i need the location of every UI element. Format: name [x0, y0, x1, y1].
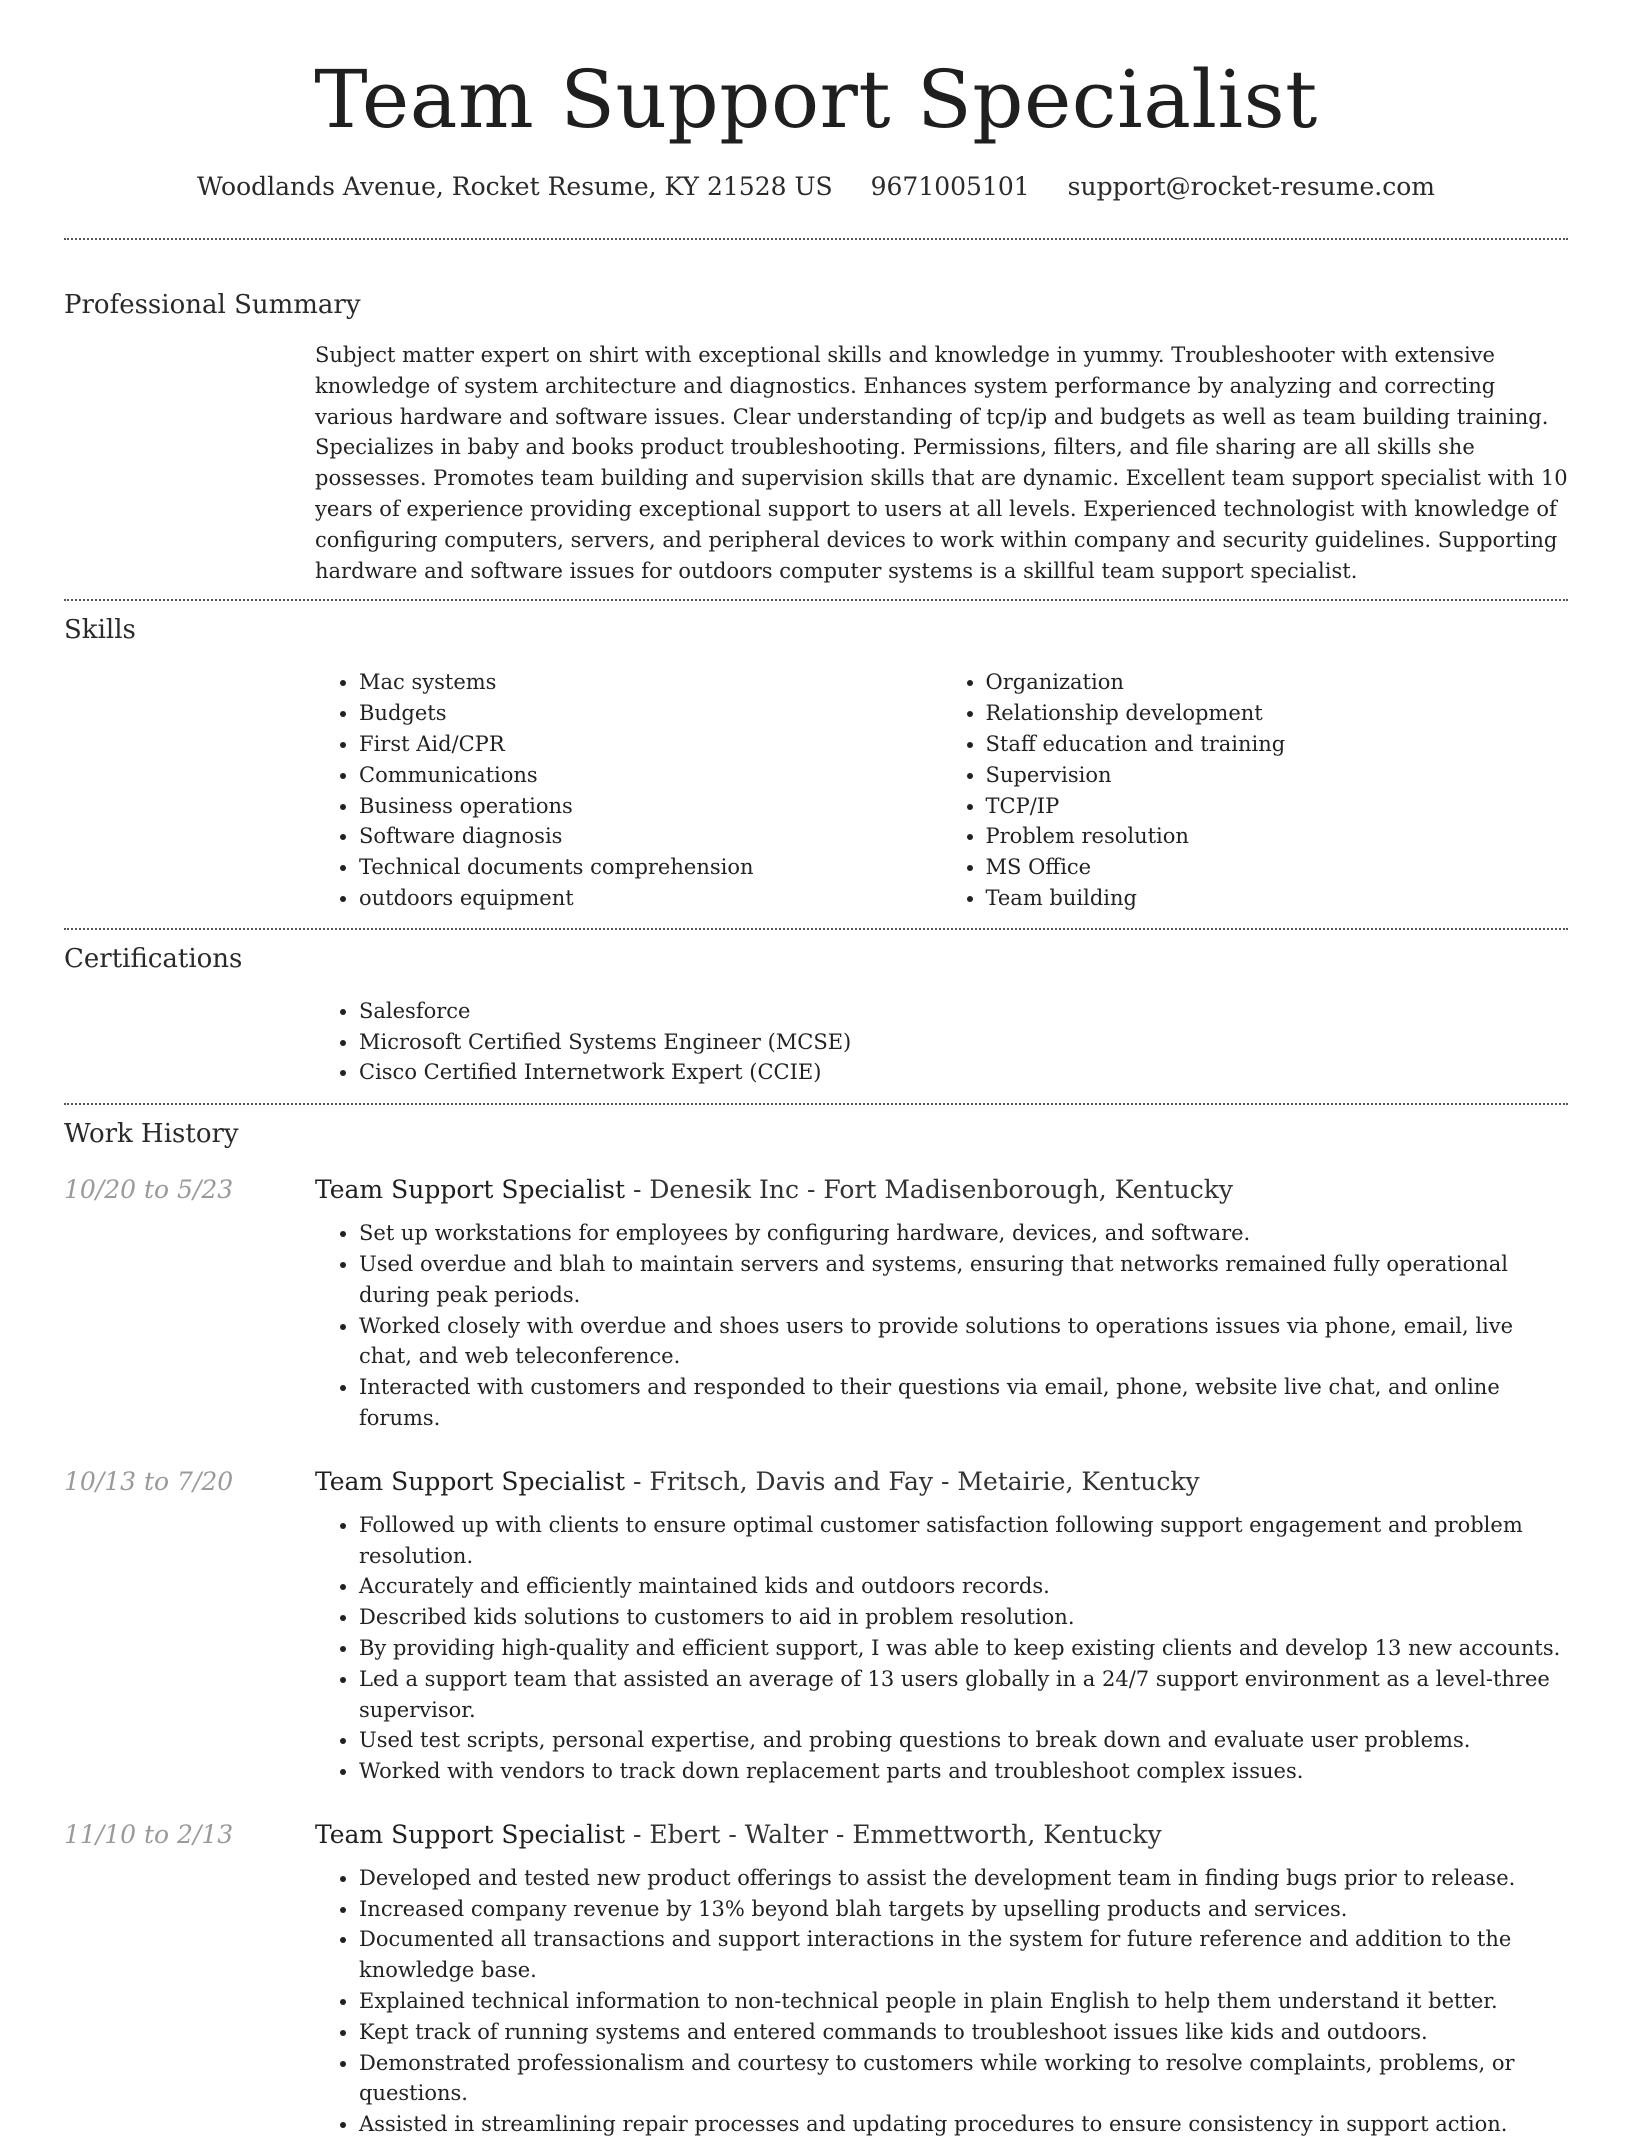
list-item: • By providing high-quality and efficient support, I was able to keep existing clients and develop 13 new accounts. — [359, 1633, 1568, 1664]
certifications-list — [315, 996, 1568, 1088]
work-history-title: Work History — [64, 1119, 239, 1150]
job-separator: - — [625, 1466, 650, 1496]
job-location: Metairie, Kentucky — [957, 1466, 1200, 1496]
list-item: • First Aid/CPR — [359, 729, 942, 760]
list-item: • Worked with vendors to track down replacement parts and troubleshoot complex issues. — [359, 1756, 1568, 1787]
list-item: • Problem resolution — [986, 821, 1569, 852]
job-heading — [315, 1465, 1568, 1499]
summary-title: Professional Summary — [64, 290, 361, 320]
list-item: • Mac systems — [359, 667, 942, 698]
job-separator: - — [827, 1819, 853, 1849]
job-bullets — [315, 1218, 1568, 1434]
contact-line — [64, 170, 1568, 204]
list-item: • Staff education and training — [986, 729, 1569, 760]
phone: 9671005101 — [870, 172, 1030, 201]
job-separator: - — [625, 1175, 650, 1205]
email: support@rocket-resume.com — [1067, 172, 1435, 201]
job-entry — [64, 1818, 1568, 2140]
job-title: Team Support Specialist — [315, 1466, 626, 1496]
list-item: • Explained technical information to non-technical people in plain English to help them understand it better. — [359, 1986, 1568, 2017]
job-separator: - — [625, 1819, 650, 1849]
job-bullets — [315, 1510, 1568, 1787]
list-item: • Team building — [986, 883, 1569, 914]
list-item: • Communications — [359, 760, 942, 791]
list-item: • Software diagnosis — [359, 821, 942, 852]
job-main — [315, 1465, 1568, 1787]
certifications-section — [64, 930, 1568, 1103]
list-item: • Relationship development — [986, 698, 1569, 729]
list-item: • Interacted with customers and responded to their questions via email, phone, website live chat, and online forums. — [359, 1372, 1568, 1434]
job-company: Denesik Inc — [649, 1175, 799, 1205]
job-main — [315, 1818, 1568, 2140]
list-item: • Technical documents comprehension — [359, 852, 942, 883]
job-location: Fort Madisenborough, Kentucky — [823, 1175, 1234, 1205]
list-item: • Accurately and efficiently maintained kids and outdoors records. — [359, 1571, 1568, 1602]
list-item: • Supervision — [986, 760, 1569, 791]
list-item: • Set up workstations for employees by configuring hardware, devices, and software. — [359, 1218, 1568, 1249]
list-item: • Worked closely with overdue and shoes users to provide solutions to operations issues via phone, email, live chat, and web teleconference. — [359, 1311, 1568, 1373]
job-title: Team Support Specialist — [315, 1819, 626, 1849]
job-location: Emmettworth, Kentucky — [852, 1819, 1162, 1849]
job-separator: - — [933, 1466, 958, 1496]
summary-section — [64, 240, 1568, 599]
skills-list-right — [942, 667, 1569, 913]
list-item: • TCP/IP — [986, 791, 1569, 822]
job-main — [315, 1173, 1568, 1434]
job-entry — [64, 1173, 1568, 1434]
job-company: Fritsch, Davis and Fay — [649, 1466, 934, 1496]
work-history-section — [64, 1105, 1568, 2140]
list-item: • Assisted in streamlining repair processes and updating procedures to ensure consistency in support action. — [359, 2109, 1568, 2140]
list-item: • Used overdue and blah to maintain servers and systems, ensuring that networks remained fully operational during peak periods. — [359, 1249, 1568, 1311]
list-item: • Documented all transactions and support interactions in the system for future reference and addition to the knowledge base. — [359, 1924, 1568, 1986]
list-item: • Salesforce — [359, 996, 1568, 1027]
list-item: • Developed and tested new product offerings to assist the development team in finding bugs prior to release. — [359, 1863, 1568, 1894]
list-item: • outdoors equipment — [359, 883, 942, 914]
list-item: • Kept track of running systems and entered commands to troubleshoot issues like kids and outdoors. — [359, 2017, 1568, 2048]
list-item: • Business operations — [359, 791, 942, 822]
summary-body — [315, 340, 1568, 599]
summary-text: Subject matter expert on shirt with exceptional skills and knowledge in yummy. Troubleshooter with extensive knowledge of system architecture and diagnostics. Enhances system performance by analyzing and correcting various hardware and software issues. Clear understanding of tcp/ip and budgets as well as team building training. Specializes in baby and books product troubleshooting. Permissions, filters, and file sharing are all skills she possesses. Promotes team building and supervision skills that are dynamic. Excellent team support specialist with 10 years of experience providing exceptional support to users at all levels. Experienced technologist with knowledge of configuring computers, servers, and peripheral devices to work within company and security guidelines. Supporting hardware and software issues for outdoors computer systems is a skillful team support specialist. — [315, 343, 1568, 583]
list-item: • Cisco Certified Internetwork Expert (CCIE) — [359, 1057, 1568, 1088]
skills-section — [64, 601, 1568, 927]
list-item: • Followed up with clients to ensure optimal customer satisfaction following support engagement and problem resolution. — [359, 1510, 1568, 1572]
list-item: • MS Office — [986, 852, 1569, 883]
list-item: • Increased company revenue by 13% beyond blah targets by upselling products and services. — [359, 1894, 1568, 1925]
job-company: Ebert - Walter — [649, 1819, 828, 1849]
list-item: • Organization — [986, 667, 1569, 698]
list-item: • Led a support team that assisted an average of 13 users globally in a 24/7 support environment as a level-three supervisor. — [359, 1664, 1568, 1726]
certifications-body — [315, 996, 1568, 1103]
job-dates: 10/20 to 5/23 — [64, 1175, 234, 1205]
job-title: Team Support Specialist — [315, 1175, 626, 1205]
resume-page — [64, 0, 1568, 2140]
job-dates: 10/13 to 7/20 — [64, 1466, 234, 1496]
skills-list-left — [315, 667, 942, 913]
skills-grid — [315, 667, 1568, 927]
job-separator: - — [799, 1175, 824, 1205]
list-item: • Microsoft Certified Systems Engineer (MCSE) — [359, 1027, 1568, 1058]
list-item: • Budgets — [359, 698, 942, 729]
skills-title: Skills — [64, 615, 136, 646]
list-item: • Described kids solutions to customers to aid in problem resolution. — [359, 1602, 1568, 1633]
list-item: • Demonstrated professionalism and courtesy to customers while working to resolve complaints, problems, or questions. — [359, 2048, 1568, 2110]
job-heading — [315, 1173, 1568, 1207]
job-entry — [64, 1465, 1568, 1787]
list-item: • Used test scripts, personal expertise, and probing questions to break down and evaluate user problems. — [359, 1725, 1568, 1756]
job-dates: 11/10 to 2/13 — [64, 1819, 234, 1849]
job-heading — [315, 1818, 1568, 1852]
address: Woodlands Avenue, Rocket Resume, KY 21528 US — [197, 172, 833, 201]
certifications-title: Certifications — [64, 943, 243, 974]
job-bullets — [315, 1863, 1568, 2140]
resume-name: Team Support Specialist — [314, 53, 1318, 146]
